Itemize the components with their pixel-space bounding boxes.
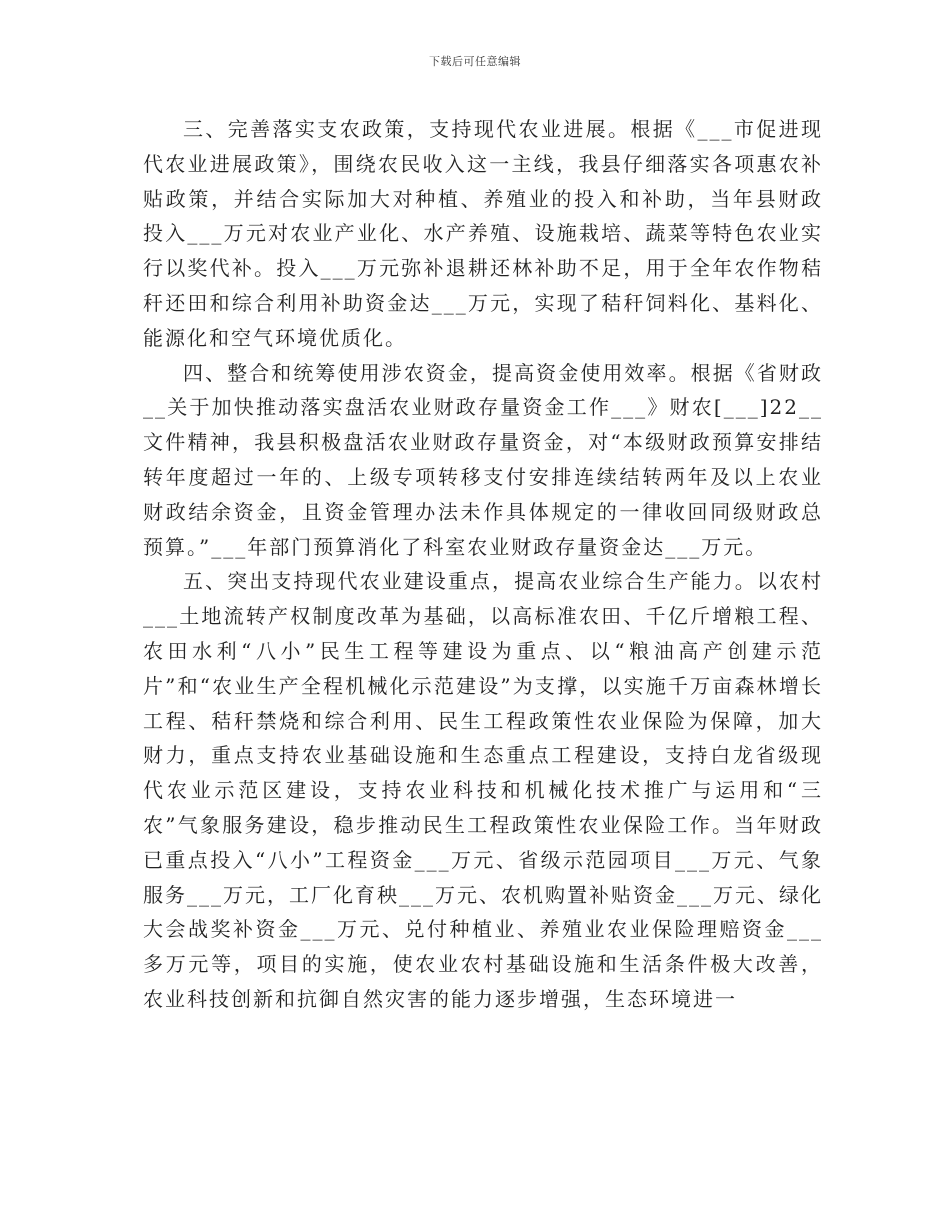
- paragraph-3-agricultural-policy: 三、完善落实支农政策，支持现代农业进展。根据《___市促进现代农业进展政策》，围绕农民收入这一主线，我县仔细落实各项惠农补贴政策，并结合实际加大对种植、养殖业的投入和补助，当年县财政投入___万元对农业产业化、水产养殖、设施栽培、蔬菜等特色农业实行以奖代补。投入___万元弥补退耕还林补助不足，用于全年农作物秸秆还田和综合利用补助资金达___万元，实现了秸秆饲料化、基料化、能源化和空气环境优质化。: [143, 117, 823, 350]
- page-header: 下载后可任意编辑: [429, 55, 521, 68]
- paragraph-5-modern-agriculture: 五、突出支持现代农业建设重点，提高农业综合生产能力。以农村___土地流转产权制度改革为基础，以高标准农田、千亿斤增粮工程、农田水利“八小”民生工程等建设为重点、以“粮油高产创建示范片”和“农业生产全程机械化示范建设”为支撑，以实施千万亩森林增长工程、秸秆禁烧和综合利用、民生工程政策性农业保险为保障，加大财力，重点支持农业基础设施和生态重点工程建设，支持白龙省级现代农业示范区建设，支持农业科技和机械化技术推广与运用和“三农”气象服务建设，稳步推动民生工程政策性农业保险工作。当年财政已重点投入“八小”工程资金___万元、省级示范园项目___万元、气象服务___万元，工厂化育秧___万元、农机购置补贴资金___万元、绿化大会战奖补资金___万元、兑付种植业、养殖业农业保险理赔资金___多万元等，项目的实施，使农业农村基础设施和生活条件极大改善，农业科技创新和抗御自然灾害的能力逐步增强，生态环境进一: [143, 569, 823, 1011]
- paragraph-4-fund-integration: 四、整合和统筹使用涉农资金，提高资金使用效率。根据《省财政__关于加快推动落实盘活农业财政存量资金工作___》财农[___]22__文件精神，我县积极盘活农业财政存量资金，对“本级财政预算安排结转年度超过一年的、上级专项转移支付安排连续结转两年及以上农业财政结余资金，且资金管理办法未作具体规定的一律收回同级财政总预算。”___年部门预算消化了科室农业财政存量资金达___万元。: [143, 360, 823, 559]
- document-body: [143, 112, 823, 1017]
